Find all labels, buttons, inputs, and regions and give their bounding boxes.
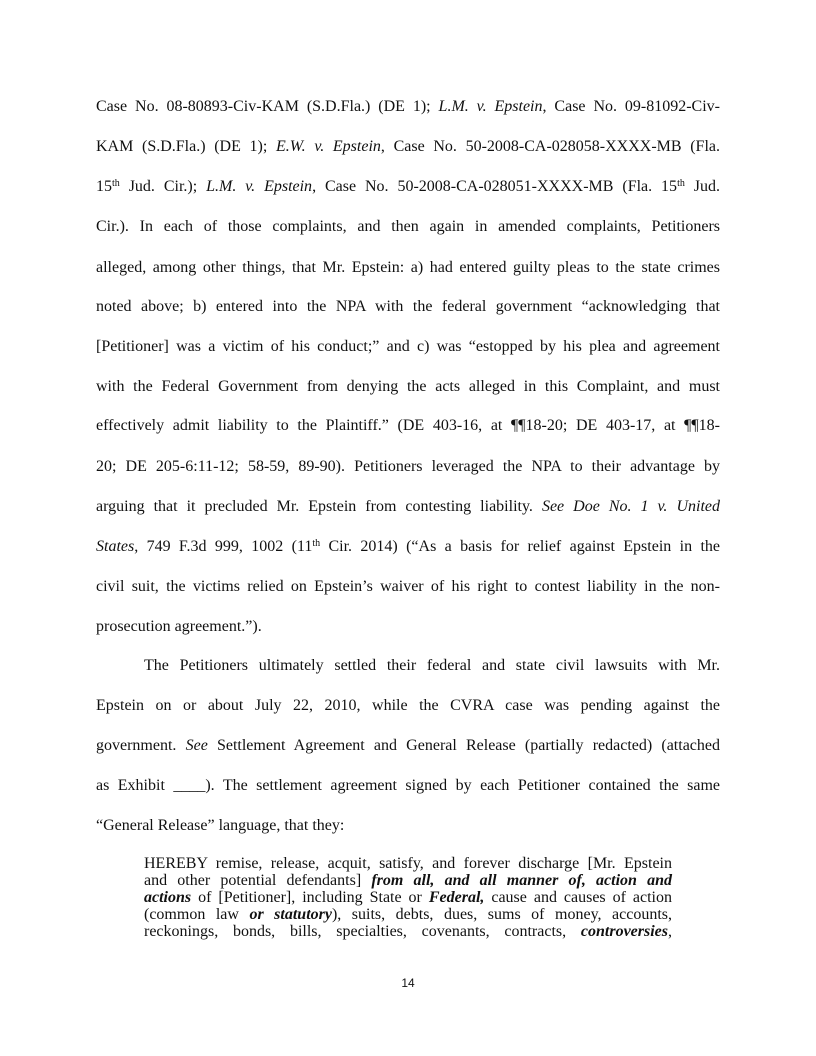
body-line-1 xyxy=(96,97,720,117)
emphasis-bold-italic: or statutory xyxy=(249,906,332,923)
body-line-17 xyxy=(96,736,720,756)
case-name-italic: L.M. v. Epstein xyxy=(438,98,543,115)
emphasis-bold-italic: actions xyxy=(144,889,192,906)
body-line-7: [Petitioner] was a victim of his conduct;” and c) was “estopped by his plea and agreement xyxy=(96,338,720,355)
text-run: , Case No. 09-81092-Civ- xyxy=(542,98,721,115)
case-name-italic: E.W. v. Epstein xyxy=(276,138,381,155)
ordinal-superscript: th xyxy=(312,538,321,549)
citation-italic: See Doe No. 1 v. United xyxy=(541,498,720,515)
quote-line-5 xyxy=(144,923,672,940)
page-number: 14 xyxy=(401,976,415,990)
citation-italic: States xyxy=(96,538,135,555)
text-run: Settlement Agreement and General Release (partially redacted) (attached xyxy=(207,737,720,754)
emphasis-bold-italic: controversies xyxy=(580,923,668,940)
emphasis-bold-italic: Federal, xyxy=(428,889,485,906)
body-line-10: 20; DE 205-6:11-12; 58-59, 89-90). Petitioners leveraged the NPA to their advantage by xyxy=(96,458,720,475)
text-run: (common law xyxy=(144,906,250,923)
quote-line-4 xyxy=(144,906,672,923)
body-line-14: prosecution agreement.”). xyxy=(96,618,262,635)
text-run: , Case No. 50-2008-CA-028058-XXXX-MB (Fla. xyxy=(380,138,721,155)
emphasis-bold-italic: from all, and all manner of, action and xyxy=(371,872,673,889)
text-run: cause and causes of action xyxy=(484,889,673,906)
text-run: Cir. 2014) (“As a basis for relief against Epstein in the xyxy=(320,538,720,555)
text-run: , 749 F.3d 999, 1002 (11 xyxy=(134,538,313,555)
body-line-9: effectively admit liability to the Plaintiff.” (DE 403-16, at ¶¶18-20; DE 403-17, at ¶¶18- xyxy=(96,417,720,434)
text-run: 15 xyxy=(96,178,112,195)
quote-line-3 xyxy=(144,889,672,906)
text-run: ), suits, debts, dues, sums of money, accounts, xyxy=(331,906,673,923)
body-line-13: civil suit, the victims relied on Epstein’s waiver of his right to contest liability in the non- xyxy=(96,578,720,595)
text-run: , xyxy=(668,923,672,940)
body-line-5: alleged, among other things, that Mr. Epstein: a) had entered guilty pleas to the state crimes xyxy=(96,259,720,276)
text-run: Jud. Cir.); xyxy=(119,178,207,195)
body-line-18: as Exhibit ____). The settlement agreement signed by each Petitioner contained the same xyxy=(96,777,720,794)
body-line-6: noted above; b) entered into the NPA with the federal government “acknowledging that xyxy=(96,298,720,315)
body-line-16: Epstein on or about July 22, 2010, while the CVRA case was pending against the xyxy=(96,697,720,714)
case-name-italic: L.M. v. Epstein xyxy=(206,178,313,195)
body-line-4: Cir.). In each of those complaints, and then again in amended complaints, Petitioners xyxy=(96,218,720,235)
text-run: of [Petitioner], including State or xyxy=(191,889,429,906)
ordinal-superscript: th xyxy=(677,178,685,189)
body-line-2 xyxy=(96,137,720,157)
text-run: arguing that it precluded Mr. Epstein from contesting liability. xyxy=(96,498,542,515)
body-line-12 xyxy=(96,537,720,557)
signal-italic: See xyxy=(185,737,208,754)
quote-line-2 xyxy=(144,872,672,889)
text-run: and other potential defendants] xyxy=(144,872,372,889)
text-run: Jud. xyxy=(684,178,720,195)
text-run: government. xyxy=(96,737,186,754)
body-line-15: The Petitioners ultimately settled their federal and state civil lawsuits with Mr. xyxy=(144,657,720,674)
ordinal-superscript: th xyxy=(112,178,120,189)
text-run: Case No. 08-80893-Civ-KAM (S.D.Fla.) (DE 1); xyxy=(96,98,439,115)
body-line-8: with the Federal Government from denying the acts alleged in this Complaint, and must xyxy=(96,378,720,395)
text-run: KAM (S.D.Fla.) (DE 1); xyxy=(96,138,277,155)
block-quote xyxy=(144,855,672,940)
body-line-3 xyxy=(96,177,720,197)
quote-line-1: HEREBY remise, release, acquit, satisfy, and forever discharge [Mr. Epstein xyxy=(144,855,672,872)
body-line-19: “General Release” language, that they: xyxy=(96,817,345,834)
text-run: reckonings, bonds, bills, specialties, covenants, contracts, xyxy=(144,923,581,940)
body-line-11 xyxy=(96,497,720,517)
text-run: , Case No. 50-2008-CA-028051-XXXX-MB (Fla. 15 xyxy=(312,178,678,195)
